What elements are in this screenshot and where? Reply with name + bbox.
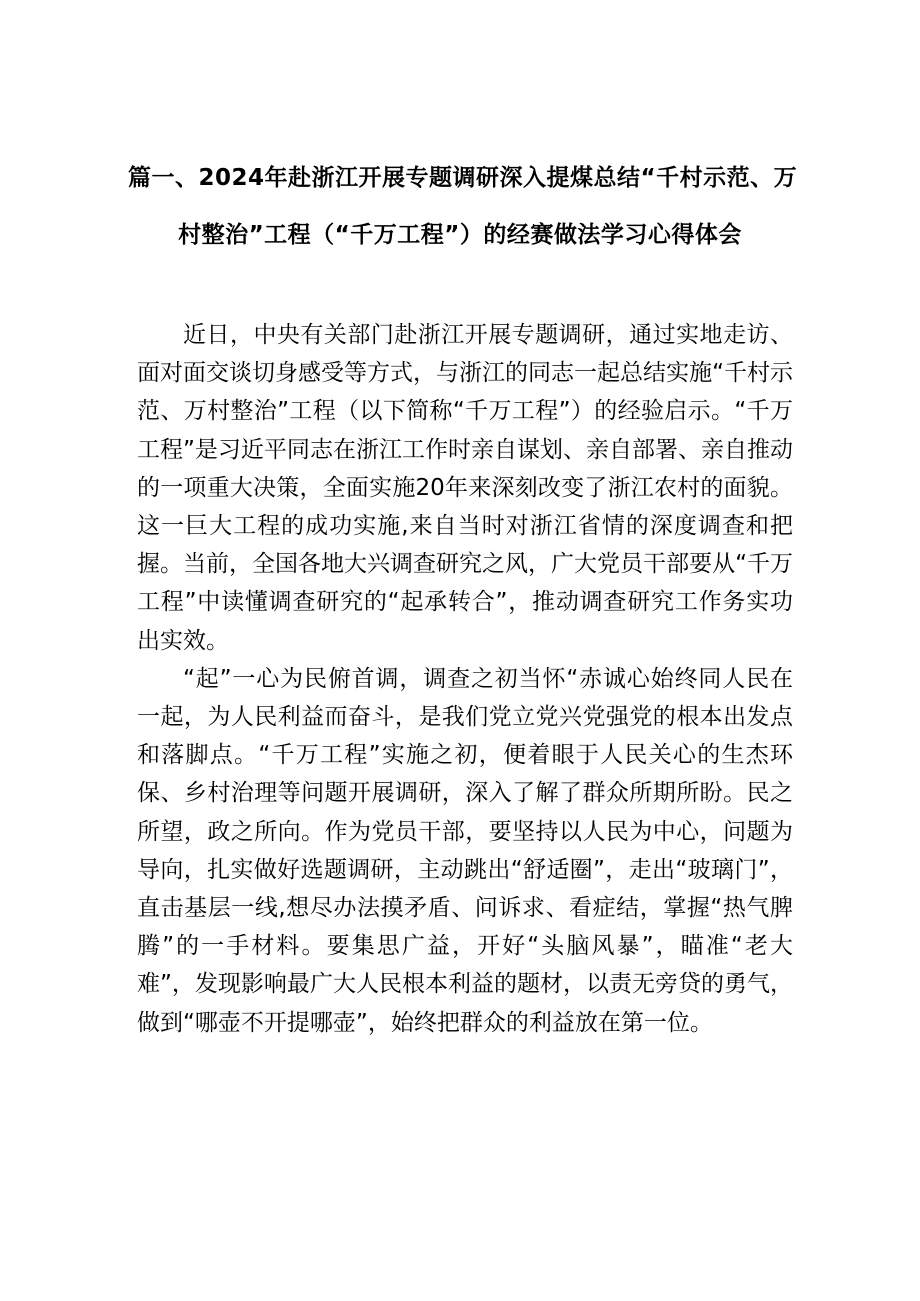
document-title [128,150,798,264]
document-body [137,316,793,1042]
title-line-2: 村整治”工程（“千万工程”）的经赛做法学习心得体会 [178,222,742,248]
body-paragraph-2: “起”一心为民俯首调，调查之初当怀“赤诚心始终同人民在一起，为人民利益而奋斗，是我们党立党兴党强党的根本出发点和落脚点。“千万工程”实施之初，便着眼于人民关心的生杰环保、乡村治理等问题开展调研，深入了解了群众所期所盼。民之所望，政之所向。作为党员干部，要坚持以人民为中心，问题为导向，扎实做好选题调研，主动跳出“舒适圈”，走出“玻璃门”，直击基层一线,想尽办法摸矛盾、问诉求、看症结，掌握“热气脾腾”的一手材料。要集思广益，开好“头脑风暴”，瞄准“老大难”，发现影响最广大人民根本利益的题材，以责无旁贷的勇气，做到“哪壶不开提哪壶”，始终把群众的利益放在第一位。 [137,665,793,1036]
body-paragraph-1: 近日，中央有关部门赴浙江开展专题调研，通过实地走访、面对面交谈切身感受等方式，与浙江的同志一起总结实施“千村示范、万村整治”工程（以下简称“千万工程”）的经验启示。“千万工程”是习近平同志在浙江工作时亲自谋划、亲自部署、亲自推动的一项重大决策，全面实施20年来深刻改变了浙江农村的面貌。这一巨大工程的成功实施,来自当时对浙江省情的深度调查和把握。当前，全国各地大兴调查研究之风，广大党员干部要从“千万工程”中读懂调查研究的“起承转合”，推动调查研究工作务实功出实效。 [137,322,793,654]
title-line-1: 篇一、2024年赴浙江开展专题调研深入提煤总结“千村示范、万 [128,165,798,191]
